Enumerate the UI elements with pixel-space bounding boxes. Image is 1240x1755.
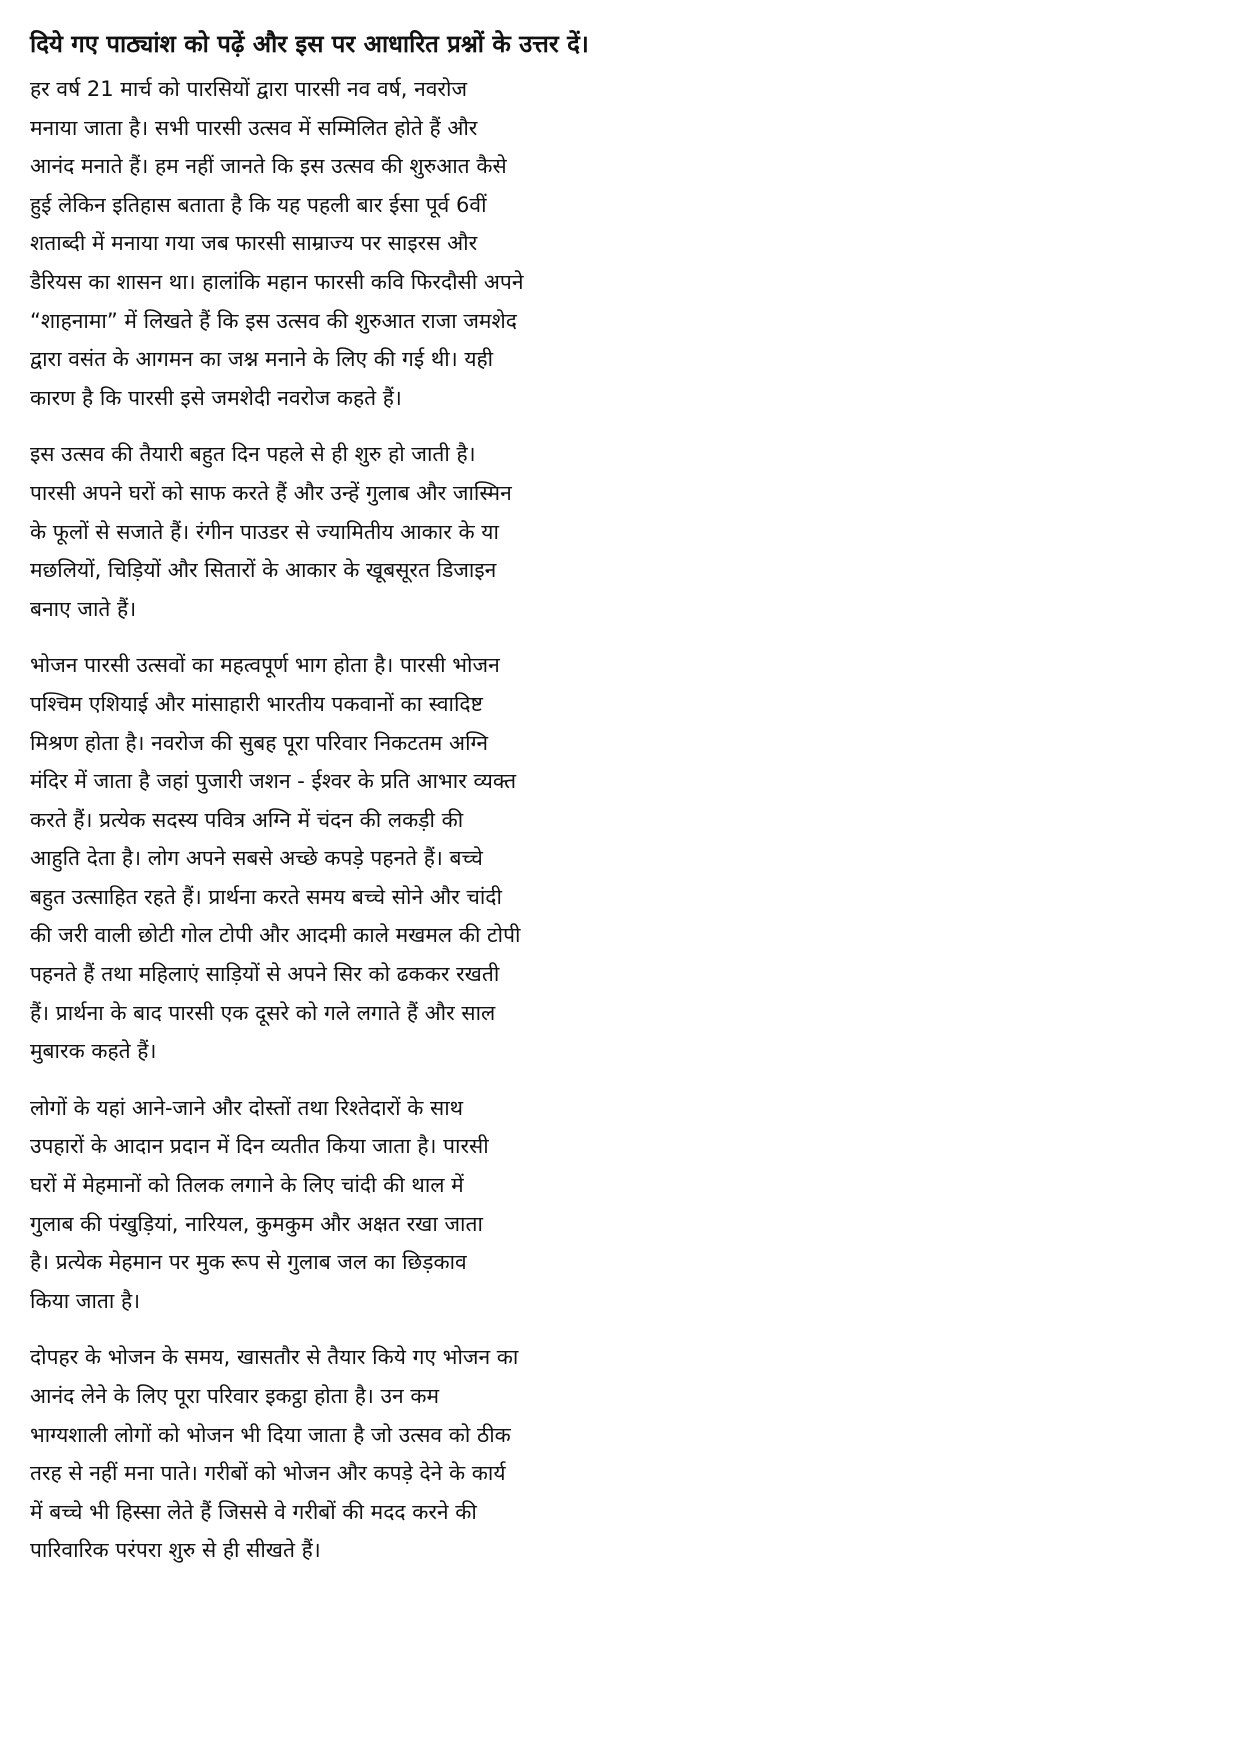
text-line: मिश्रण होता है। नवरोज की सुबह पूरा परिवार निकटतम अग्नि [30,730,489,755]
text-line: गुलाब की पंखुड़ियां, नारियल, कुमकुम और अक्षत रखा जाता [30,1211,483,1236]
text-line: मनाया जाता है। सभी पारसी उत्सव में सम्मिलित होते हैं और [30,115,478,140]
text-line: में बच्चे भी हिस्सा लेते हैं जिससे वे गरीबों की मदद करने की [30,1499,477,1524]
text-line: भाग्यशाली लोगों को भोजन भी दिया जाता है जो उत्सव को ठीक [30,1422,511,1447]
text-line: डैरियस का शासन था। हालांकि महान फारसी कवि फिरदौसी अपने [30,269,524,294]
text-line: पारिवारिक परंपरा शुरु से ही सीखते हैं। [30,1538,321,1563]
document-page [30,22,710,1588]
text-line: तरह से नहीं मना पाते। गरीबों को भोजन और कपड़े देने के कार्य [30,1461,506,1486]
text-line: पश्चिम एशियाई और मांसाहारी भारतीय पकवानों का स्वादिष्ट [30,691,483,716]
text-line: हर वर्ष 21 मार्च को पारसियों द्वारा पारसी नव वर्ष, नवरोज [30,77,468,101]
text-line: भोजन पारसी उत्सवों का महत्वपूर्ण भाग होता है। पारसी भोजन [30,653,500,678]
text-line: बहुत उत्साहित रहते हैं। प्रार्थना करते समय बच्चे सोने और चांदी [30,884,502,909]
text-line: आहुति देता है। लोग अपने सबसे अच्छे कपड़े पहनते हैं। बच्चे [30,846,483,871]
text-line: आनंद मनाते हैं। हम नहीं जानते कि इस उत्सव की शुरुआत कैसे [30,154,507,179]
text-line: “शाहनामा” में लिखते हैं कि इस उत्सव की शुरुआत राजा जमशेद [30,308,517,333]
text-line: हैं। प्रार्थना के बाद पारसी एक दूसरे को गले लगाते हैं और साल [30,1000,496,1025]
text-line: है। प्रत्येक मेहमान पर मुक रूप से गुलाब जल का छिड़काव [30,1250,467,1275]
paragraph [30,1089,710,1321]
text-line: कारण है कि पारसी इसे जमशेदी नवरोज कहते हैं। [30,385,402,410]
text-line: करते हैं। प्रत्येक सदस्य पवित्र अग्नि में चंदन की लकड़ी की [30,807,464,832]
text-line: घरों में मेहमानों को तिलक लगाने के लिए चांदी की थाल में [30,1173,464,1198]
text-line: उपहारों के आदान प्रदान में दिन व्यतीत किया जाता है। पारसी [30,1134,489,1159]
text-line: किया जाता है। [30,1288,141,1313]
page-title: दिये गए पाठ्यांश को पढ़ें और इस पर आधारित प्रश्नों के उत्तर दें। [30,30,589,58]
text-line: के फूलों से सजाते हैं। रंगीन पाउडर से ज्यामितीय आकार के या [30,519,499,544]
text-line: मुबारक कहते हैं। [30,1039,157,1064]
text-line: पहनते हैं तथा महिलाएं साड़ियों से अपने सिर को ढककर रखती [30,962,500,987]
text-line: इस उत्सव की तैयारी बहुत दिन पहले से ही शुरु हो जाती है। [30,442,476,467]
text-line: मंदिर में जाता है जहां पुजारी जशन - ईश्वर के प्रति आभार व्यक्त [30,769,517,794]
text-line: बनाए जाते हैं। [30,596,137,621]
text-line: दोपहर के भोजन के समय, खासतौर से तैयार किये गए भोजन का [30,1345,519,1370]
text-line: की जरी वाली छोटी गोल टोपी और आदमी काले मखमल की टोपी [30,923,521,948]
paragraph [30,70,710,417]
paragraph [30,1338,710,1570]
text-line: लोगों के यहां आने-जाने और दोस्तों तथा रिश्तेदारों के साथ [30,1095,464,1120]
text-line: द्वारा वसंत के आगमन का जश्न मनाने के लिए की गई थी। यही [30,347,494,372]
text-line: मछलियों, चिड़ियों और सितारों के आकार के खूबसूरत डिजाइन [30,558,497,583]
text-line: हुई लेकिन इतिहास बताता है कि यह पहली बार ईसा पूर्व 6वीं [30,192,487,217]
paragraph [30,435,710,628]
text-line: आनंद लेने के लिए पूरा परिवार इकट्ठा होता है। उन कम [30,1384,440,1408]
text-line: पारसी अपने घरों को साफ करते हैं और उन्हें गुलाब और जास्मिन [30,480,512,505]
paragraph [30,646,710,1071]
text-line: शताब्दी में मनाया गया जब फारसी साम्राज्य पर साइरस और [30,231,478,256]
